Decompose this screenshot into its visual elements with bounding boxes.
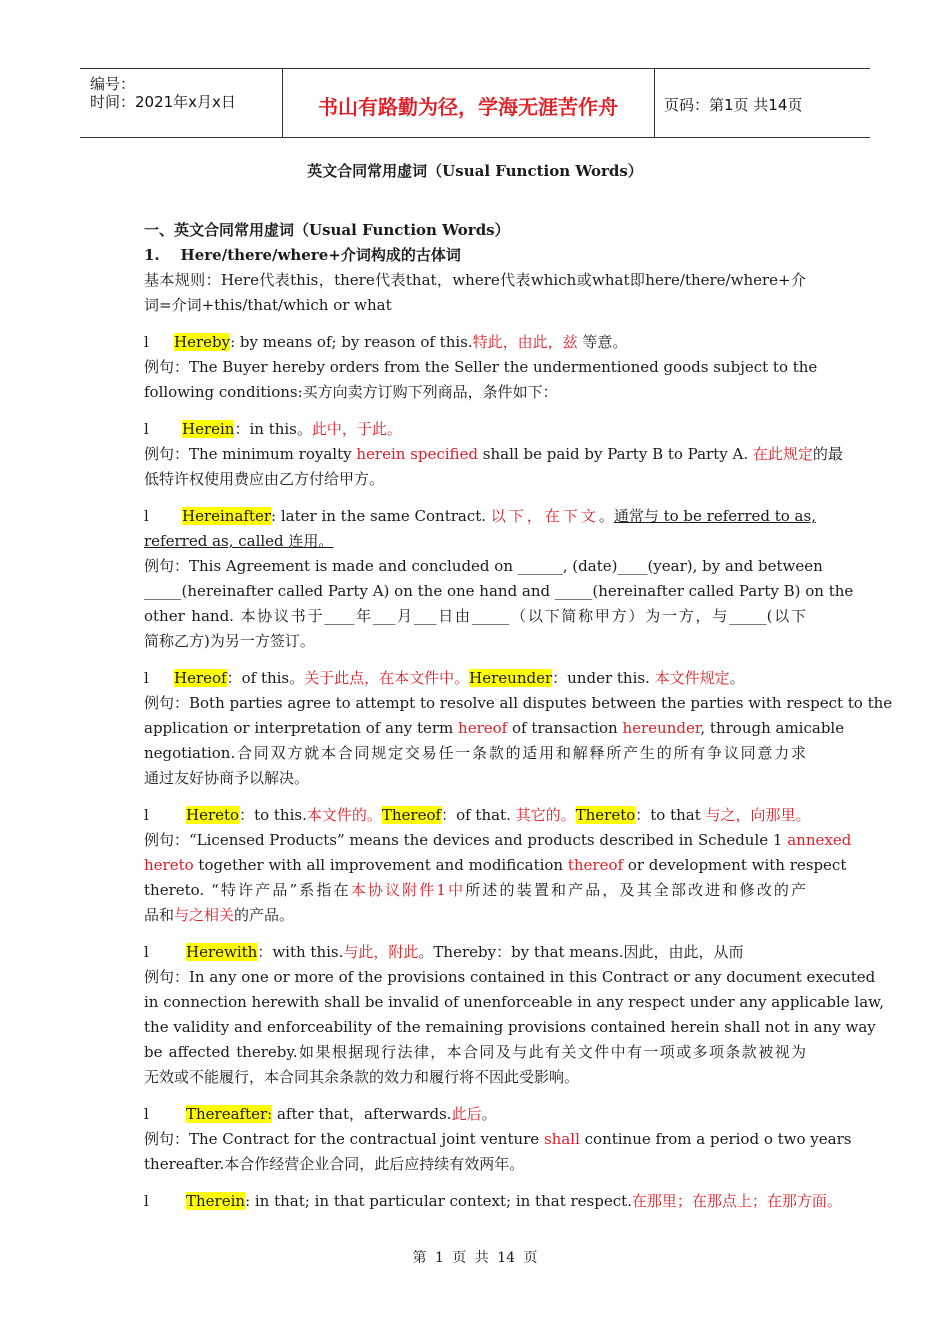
example-line <box>144 830 852 850</box>
red-term: herein specified <box>356 445 479 463</box>
chinese-meaning: 特此，由此，兹 <box>472 333 578 351</box>
text-span: of transaction <box>507 719 623 737</box>
example-line: 低特许权使用费应由乙方付给甲方。 <box>144 470 385 488</box>
text-span: 所述的装置和产品，及其全部改进和修改的产 <box>465 881 806 899</box>
red-term: shall <box>543 1130 580 1148</box>
usage-note: referred as, called 连用。 <box>144 532 334 550</box>
entry-hereinafter <box>144 506 816 526</box>
example-line: following conditions:买方向卖方订购下列商品，条件如下： <box>144 383 558 401</box>
header-page-cell <box>654 69 870 137</box>
chinese-meaning: 与之，向那里。 <box>705 806 811 824</box>
chinese-meaning: 以下，在下文 <box>490 507 599 525</box>
entry-thereafter <box>144 1104 806 1124</box>
text-span: 。 <box>729 669 745 687</box>
time-label: 时间：2021年x月x日 <box>90 93 236 111</box>
term-highlight: Herein <box>182 420 235 438</box>
red-term: hereunder <box>622 719 701 737</box>
entry-hereto <box>144 805 811 825</box>
header-motto: 书山有路勤为径，学海无涯苦作舟 <box>318 95 618 119</box>
term-highlight: Thereto <box>575 806 636 824</box>
example-line: 例句：The Buyer hereby orders from the Seller the undermentioned goods subject to the <box>144 358 818 376</box>
text-span: 。 <box>481 1105 497 1123</box>
bullet-marker: l <box>144 669 149 687</box>
text-span: together with all improvement and modification <box>193 856 568 874</box>
usage-note: 通常与 to be referred to as, <box>613 507 816 525</box>
text-span: application or interpretation of any term <box>144 719 459 737</box>
term-definition: : in that; in that particular context; in that respect. <box>245 1192 632 1210</box>
entry-hereby <box>144 332 806 352</box>
term-definition: ：of this。 <box>226 669 305 687</box>
example-line: thereafter.本合作经营企业合同，此后应持续有效两年。 <box>144 1155 525 1173</box>
example-line: 例句：This Agreement is made and concluded on ______, (date)____(year), by and between <box>144 557 823 575</box>
term-highlight: Hereto <box>186 806 240 824</box>
text-span: 例句：“Licensed Products” means the devices and products described in Schedule 1 <box>144 831 788 849</box>
example-line <box>144 880 806 900</box>
term-definition: ：to this. <box>239 806 307 824</box>
example-line: be affected thereby.如果根据现行法律，本合同及与此有关文件中有一项或多项条款被视为 <box>144 1043 806 1061</box>
text-span: 。 <box>598 507 614 525</box>
red-term: 在此规定 <box>752 445 813 463</box>
chinese-meaning: 其它的。 <box>515 806 576 824</box>
example-line: the validity and enforceability of the remaining provisions contained herein shall not in any way <box>144 1018 876 1036</box>
term-definition: after that，afterwards. <box>272 1105 452 1123</box>
text-span: 的最 <box>812 445 843 463</box>
subsection-heading: 1. Here/there/where+介词构成的古体词 <box>144 246 461 264</box>
term-definition: ：in this。 <box>234 420 312 438</box>
red-term: 本协议附件1中 <box>350 881 466 899</box>
example-line <box>144 905 806 925</box>
text-span: 等意。 <box>577 333 628 351</box>
example-line: other hand. 本协议书于____年___月___日由_____（以下简称甲方）为一方，与_____(以下 <box>144 607 806 625</box>
term-highlight: Hereof <box>174 669 227 687</box>
example-line: negotiation.合同双方就本合同规定交易任一条款的适用和解释所产生的所有争议同意力求 <box>144 744 806 762</box>
red-term: annexed <box>787 831 852 849</box>
entry-hereof <box>144 668 806 688</box>
rule-line: 基本规则：Here代表this，there代表that，where代表which或what即here/there/where+介 <box>144 271 806 289</box>
text-span: , through amicable <box>700 719 845 737</box>
chinese-meaning: 关于此点，在本文件中。 <box>304 669 470 687</box>
example-line: 无效或不能履行，本合同其余条款的效力和履行将不因此受影响。 <box>144 1068 580 1086</box>
number-label: 编号： <box>90 75 136 93</box>
text-span: 。Thereby：by that means.因此，由此，从而 <box>418 943 744 961</box>
example-line <box>144 1129 852 1149</box>
example-line: 简称乙方)为另一方签订。 <box>144 632 315 650</box>
text-span: thereto. “特许产品”系指在 <box>144 881 351 899</box>
term-highlight: Hereby <box>174 333 231 351</box>
text-span: or development with respect <box>623 856 847 874</box>
term-definition: ：of that. <box>441 806 516 824</box>
example-line <box>144 718 845 738</box>
term-definition: ：with this. <box>257 943 344 961</box>
document-title: 英文合同常用虚词（Usual Function Words） <box>307 162 643 180</box>
term-highlight: Hereunder <box>469 669 553 687</box>
text-span: 例句：The Contract for the contractual joint venture <box>144 1130 544 1148</box>
bullet-marker: l <box>144 507 149 525</box>
bullet-marker: l <box>144 1192 149 1210</box>
example-line <box>144 855 847 875</box>
example-line: _____(hereinafter called Party A) on the one hand and _____(hereinafter called Party B) on the <box>144 582 854 600</box>
text-span: 例句：The minimum royalty <box>144 445 357 463</box>
chinese-meaning: 此后 <box>451 1105 482 1123</box>
example-line: in connection herewith shall be invalid of unenforceable in any respect under any applicable law, <box>144 993 884 1011</box>
chinese-meaning: 本文件规定 <box>654 669 730 687</box>
rule-line: 词=介词+this/that/which or what <box>144 296 392 314</box>
chinese-meaning: 此中，于此。 <box>311 420 402 438</box>
term-definition: : later in the same Contract. <box>271 507 491 525</box>
entry-herewith <box>144 942 806 962</box>
header-table <box>80 68 870 138</box>
example-line: 例句：Both parties agree to attempt to resolve all disputes between the parties with respect to the <box>144 694 893 712</box>
text-span: 的产品。 <box>234 906 295 924</box>
page-label: 页码：第1页 共14页 <box>664 96 803 114</box>
term-highlight: Thereof <box>381 806 442 824</box>
bullet-marker: l <box>144 333 149 351</box>
term-highlight: Therein <box>186 1192 246 1210</box>
red-term: 与之相关 <box>174 906 235 924</box>
bullet-marker: l <box>144 1105 149 1123</box>
term-highlight: Herewith <box>186 943 258 961</box>
section-heading: 一、英文合同常用虚词（Usual Function Words） <box>144 221 510 239</box>
chinese-meaning: 在那里；在那点上；在那方面。 <box>631 1192 842 1210</box>
bullet-marker: l <box>144 806 149 824</box>
term-definition: : by means of; by reason of this. <box>230 333 473 351</box>
example-line: 通过友好协商予以解决。 <box>144 769 310 787</box>
term-highlight: Thereafter: <box>186 1105 273 1123</box>
header-info-cell <box>80 69 283 137</box>
term-definition: ：under this. <box>552 669 655 687</box>
text-span: shall be paid by Party B to Party A. <box>478 445 753 463</box>
page-footer: 第 1 页 共 14 页 <box>412 1250 538 1266</box>
header-motto-cell <box>282 69 655 137</box>
bullet-marker: l <box>144 420 149 438</box>
entry-herein <box>144 419 806 439</box>
text-span: 品和 <box>144 906 175 924</box>
example-line <box>144 444 843 464</box>
entry-therein <box>144 1191 842 1211</box>
bullet-marker: l <box>144 943 149 961</box>
term-highlight: Hereinafter <box>182 507 272 525</box>
red-term: thereof <box>567 856 624 874</box>
red-term: hereof <box>458 719 508 737</box>
text-span: continue from a period o two years <box>579 1130 852 1148</box>
term-definition: ：to that <box>635 806 706 824</box>
red-term: hereto <box>144 856 194 874</box>
example-line: 例句：In any one or more of the provisions contained in this Contract or any document executed <box>144 968 876 986</box>
chinese-meaning: 本文件的。 <box>306 806 382 824</box>
chinese-meaning: 与此，附此 <box>343 943 419 961</box>
